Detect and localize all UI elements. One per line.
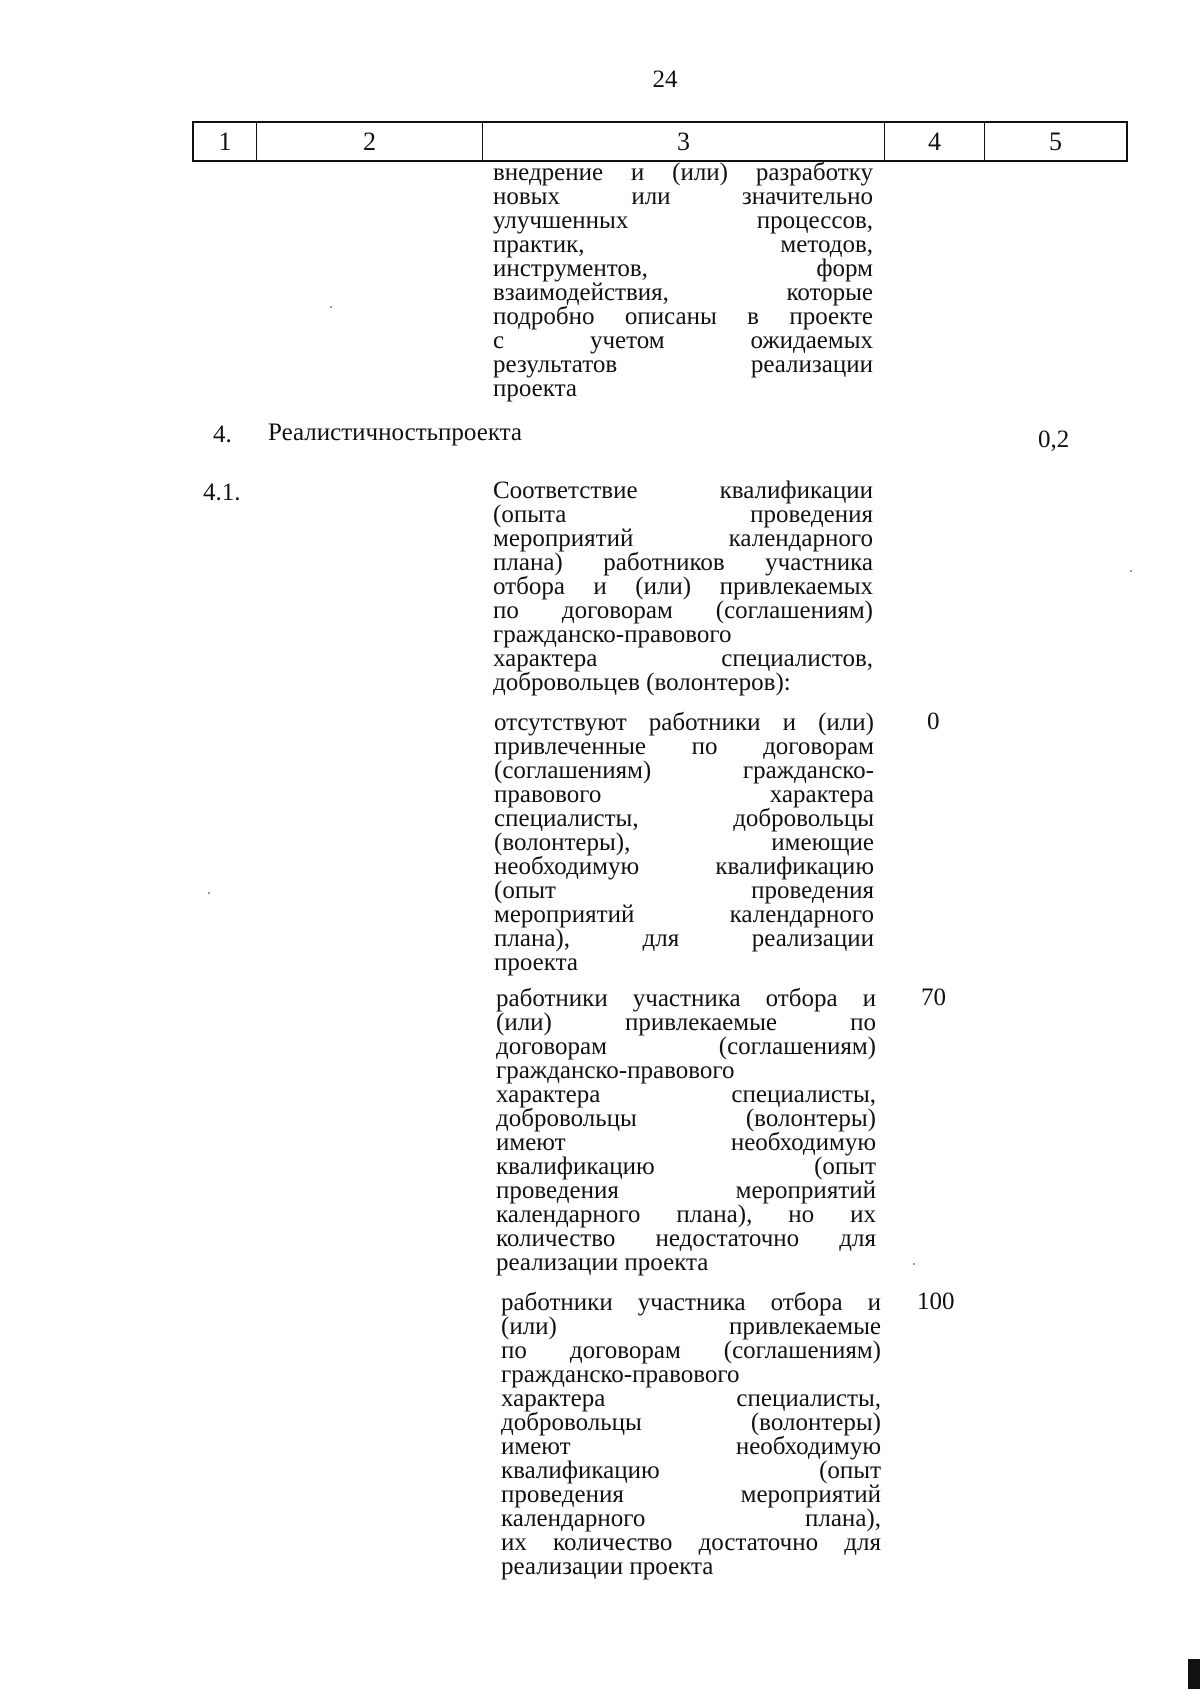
text-line: подробно описаны в проекте <box>493 303 873 330</box>
text-line: проекта <box>438 419 522 446</box>
text-line: проведения мероприятий <box>501 1481 881 1508</box>
option-text <box>494 711 874 975</box>
header-col-5: 5 <box>1049 126 1062 156</box>
section-title <box>268 421 522 445</box>
text-line: характера специалисты, <box>501 1385 881 1412</box>
text-line: проекта <box>494 949 578 976</box>
text-line: необходимую квалификацию <box>494 853 874 880</box>
text-line: добровольцев (волонтеров): <box>493 669 791 696</box>
text-line: реализации проекта <box>496 1249 709 1276</box>
text-line: договорам (соглашениям) <box>496 1033 876 1060</box>
text-line: практик, методов, <box>493 231 873 258</box>
section-weight: 0,2 <box>1038 426 1070 453</box>
option-text <box>501 1291 881 1579</box>
text-line: отбора и (или) привлекаемых <box>493 573 873 600</box>
text-line: Реалистичность <box>268 419 439 446</box>
scan-edge-mark <box>1188 1659 1200 1689</box>
option-text <box>496 987 876 1275</box>
text-line: квалификацию (опыт <box>501 1457 881 1484</box>
text-line: гражданско-правового <box>501 1361 740 1388</box>
text-line: характера специалисты, <box>496 1081 876 1108</box>
text-line: (или) привлекаемые <box>501 1313 881 1340</box>
text-line: по договорам (соглашениям) <box>493 597 873 624</box>
text-line: характера специалистов, <box>493 645 873 672</box>
option-score: 100 <box>917 1288 955 1315</box>
text-line: имеют необходимую <box>496 1129 876 1156</box>
header-col-4: 4 <box>885 123 985 160</box>
text-line: (опыт проведения <box>494 877 874 904</box>
table-header-row <box>192 121 1128 162</box>
text-line: работники участника отбора и <box>496 985 876 1012</box>
text-line: специалисты, добровольцы <box>494 805 874 832</box>
text-line: гражданско-правового <box>496 1057 735 1084</box>
text-line: календарного плана), но их <box>496 1201 876 1228</box>
text-line: новых или значительно <box>493 183 873 210</box>
text-line: их количество достаточно для <box>501 1529 881 1556</box>
text-line: проведения мероприятий <box>496 1177 876 1204</box>
text-line: количество недостаточно для <box>496 1225 876 1252</box>
text-line: с учетом ожидаемых <box>493 327 873 354</box>
scan-speck <box>208 892 210 894</box>
text-line: гражданско-правового <box>493 621 732 648</box>
header-col-3: 3 <box>483 123 885 160</box>
text-line: реализации проекта <box>501 1553 714 1580</box>
option-score: 0 <box>927 708 940 735</box>
text-line: (соглашениям) гражданско- <box>494 757 874 784</box>
text-line: взаимодействия, которые <box>493 279 873 306</box>
text-line: отсутствуют работники и (или) <box>494 709 874 736</box>
text-line: квалификацию (опыт <box>496 1153 876 1180</box>
text-line: мероприятий календарного <box>494 901 874 928</box>
text-line: добровольцы (волонтеры) <box>496 1105 876 1132</box>
text-line: проекта <box>493 375 577 402</box>
page-number: 24 <box>652 66 678 93</box>
text-line: результатов реализации <box>493 351 873 378</box>
criterion-description <box>493 479 873 695</box>
text-line: (волонтеры), имеющие <box>494 829 874 856</box>
text-line: плана) работников участника <box>493 549 873 576</box>
text-line: работники участника отбора и <box>501 1289 881 1316</box>
text-line: привлеченные по договорам <box>494 733 874 760</box>
text-line: (или) привлекаемые по <box>496 1009 876 1036</box>
text-line: инструментов, форм <box>493 255 873 282</box>
text-line: правового характера <box>494 781 874 808</box>
text-line: плана), для реализации <box>494 925 874 952</box>
header-col-2: 2 <box>257 123 483 160</box>
scan-speck <box>1130 570 1132 572</box>
text-line: по договорам (соглашениям) <box>501 1337 881 1364</box>
text-line: Соответствие квалификации <box>493 477 873 504</box>
scan-speck <box>330 306 332 308</box>
section-number: 4. <box>213 421 232 448</box>
continued-criterion-text <box>493 161 873 401</box>
text-line: добровольцы (волонтеры) <box>501 1409 881 1436</box>
text-line: календарного плана), <box>501 1505 881 1532</box>
text-line: мероприятий календарного <box>493 525 873 552</box>
text-line: (опыта проведения <box>493 501 873 528</box>
subsection-number: 4.1. <box>203 479 241 506</box>
text-line: внедрение и (или) разработку <box>493 159 873 186</box>
text-line: улучшенных процессов, <box>493 207 873 234</box>
header-col-1: 1 <box>194 123 257 160</box>
scan-speck <box>913 1263 915 1265</box>
text-line: имеют необходимую <box>501 1433 881 1460</box>
option-score: 70 <box>921 984 946 1011</box>
